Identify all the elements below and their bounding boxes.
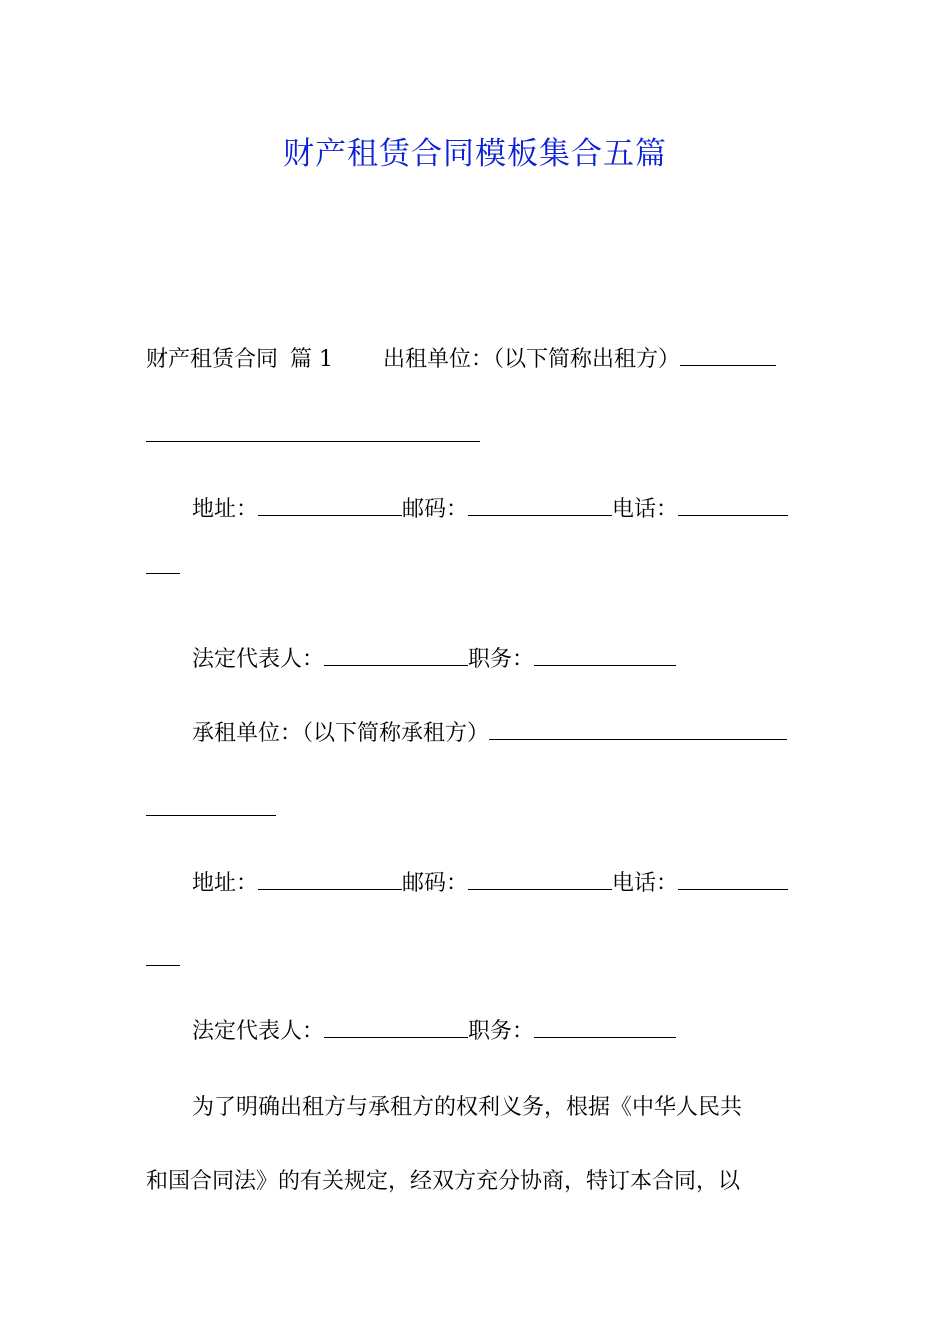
lessee-address-label: 地址： bbox=[192, 871, 259, 896]
lessee-phone-blank bbox=[678, 867, 788, 890]
lessee-phone-label: 电话： bbox=[612, 871, 679, 896]
lessee-name-blank bbox=[489, 717, 787, 740]
lessor-phone-label: 电话： bbox=[612, 497, 679, 522]
lessee-postcode-blank bbox=[468, 867, 612, 890]
intro-line-2: 和国合同法》的有关规定，经双方充分协商，特订本合同，以 bbox=[146, 1169, 741, 1194]
lessor-header-line bbox=[146, 342, 806, 378]
lessor-name-blank-continued bbox=[146, 418, 806, 454]
lessor-phone-blank bbox=[678, 493, 788, 516]
lessor-address-blank bbox=[258, 493, 402, 516]
lessor-legal-rep-label: 法定代表人： bbox=[192, 647, 325, 672]
lessor-legal-rep-blank bbox=[324, 643, 468, 666]
lessor-label: 出租单位：（以下简称出租方） bbox=[383, 347, 681, 372]
lessee-legal-rep-label: 法定代表人： bbox=[192, 1019, 325, 1044]
intro-line-1: 为了明确出租方与承租方的权利义务，根据《中华人民共 bbox=[192, 1095, 743, 1120]
lessor-postcode-blank bbox=[468, 493, 612, 516]
lessee-position-blank bbox=[534, 1015, 676, 1038]
lessee-label: 承租单位：（以下简称承租方） bbox=[192, 721, 490, 746]
lessee-name-blank-2 bbox=[146, 793, 276, 816]
lessee-name-blank-continued bbox=[146, 792, 806, 828]
lessee-position-label: 职务： bbox=[468, 1019, 535, 1044]
lessor-position-label: 职务： bbox=[468, 647, 535, 672]
lessee-legal-rep-blank bbox=[324, 1015, 468, 1038]
part-number: 篇 1 bbox=[290, 347, 334, 372]
lessee-header-line bbox=[146, 716, 806, 752]
lessor-name-blank-2 bbox=[146, 419, 480, 442]
lessee-contact-line bbox=[146, 866, 806, 902]
lessor-name-blank bbox=[680, 343, 776, 366]
lessor-phone-blank-continued bbox=[146, 550, 806, 586]
lessee-address-blank bbox=[258, 867, 402, 890]
lessor-postcode-label: 邮码： bbox=[402, 497, 469, 522]
lessee-postcode-label: 邮码： bbox=[402, 871, 469, 896]
lessor-phone-blank-2 bbox=[146, 551, 180, 574]
section-title: 财产租赁合同 bbox=[146, 347, 279, 372]
lessor-contact-line bbox=[146, 492, 806, 528]
lessee-phone-blank-continued bbox=[146, 942, 806, 978]
document-title: 财产租赁合同模板集合五篇 bbox=[283, 136, 667, 172]
lessor-position-blank bbox=[534, 643, 676, 666]
lessee-phone-blank-2 bbox=[146, 943, 180, 966]
lessee-legal-rep-line bbox=[146, 1014, 806, 1050]
lessor-legal-rep-line bbox=[146, 642, 806, 678]
lessor-address-label: 地址： bbox=[192, 497, 259, 522]
